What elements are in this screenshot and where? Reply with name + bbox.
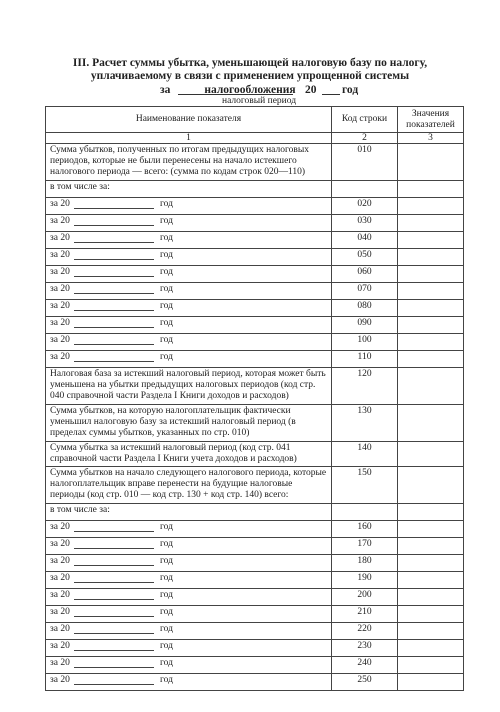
year-blank[interactable]	[74, 225, 154, 226]
table-row	[46, 368, 464, 405]
code-cell-empty	[332, 181, 398, 198]
year-row	[46, 198, 464, 215]
value-cell[interactable]	[398, 555, 464, 572]
year-blank[interactable]	[74, 582, 154, 583]
row-code: 140	[332, 442, 398, 467]
year-blank[interactable]	[74, 310, 154, 311]
value-cell[interactable]	[398, 300, 464, 317]
year-label-cell	[46, 674, 332, 691]
value-cell[interactable]	[398, 283, 464, 300]
value-cell[interactable]	[398, 504, 464, 521]
loss-table	[45, 106, 464, 691]
header-code: Код строки	[332, 107, 398, 133]
year-suffix: год	[160, 250, 173, 260]
row-code: 190	[332, 572, 398, 589]
row-code: 120	[332, 368, 398, 405]
year-prefix: за 20	[50, 233, 70, 243]
row-code: 050	[332, 249, 398, 266]
table-row	[46, 442, 464, 467]
year-label-cell	[46, 555, 332, 572]
value-cell[interactable]	[398, 232, 464, 249]
year-row	[46, 215, 464, 232]
year-row	[46, 351, 464, 368]
value-cell[interactable]	[398, 467, 464, 504]
year-blank[interactable]	[74, 259, 154, 260]
year-suffix: год	[160, 675, 173, 685]
year-blank[interactable]	[74, 276, 154, 277]
year-prefix: за 20	[50, 250, 70, 260]
year-prefix: за 20	[50, 607, 70, 617]
year-suffix: год	[160, 573, 173, 583]
year-row	[46, 334, 464, 351]
year-blank[interactable]	[74, 327, 154, 328]
section-title-line2: уплачиваемому в связи с применением упрощенной системы налогообложения	[90, 70, 410, 96]
year-label-cell	[46, 283, 332, 300]
value-cell[interactable]	[398, 572, 464, 589]
year-blank[interactable]	[74, 531, 154, 532]
value-cell[interactable]	[398, 317, 464, 334]
row-code: 130	[332, 405, 398, 442]
row-label: Налоговая база за истекший налоговый период, которая может быть уменьшена на убытки предыдущих налоговых периодов (код стр. 040 справочной части Раздела I Книги доходов и расходов)	[46, 368, 332, 405]
code-cell-empty	[332, 504, 398, 521]
year-suffix: год	[160, 539, 173, 549]
year-suffix: год	[160, 199, 173, 209]
year-blank[interactable]	[74, 344, 154, 345]
year-blank[interactable]	[74, 633, 154, 634]
year-suffix: год	[160, 267, 173, 277]
year-prefix: за 20	[50, 216, 70, 226]
year-suffix: год	[160, 590, 173, 600]
year-label-cell	[46, 198, 332, 215]
year-suffix: год	[160, 318, 173, 328]
year-suffix: год	[160, 216, 173, 226]
year-row	[46, 640, 464, 657]
period-god: год	[342, 84, 359, 96]
year-prefix: за 20	[50, 301, 70, 311]
value-cell[interactable]	[398, 144, 464, 181]
row-code: 200	[332, 589, 398, 606]
row-label: в том числе за:	[46, 181, 332, 198]
year-row	[46, 657, 464, 674]
year-suffix: год	[160, 284, 173, 294]
row-code: 080	[332, 300, 398, 317]
row-code: 020	[332, 198, 398, 215]
row-code: 110	[332, 351, 398, 368]
year-suffix: год	[160, 624, 173, 634]
row-code: 090	[332, 317, 398, 334]
year-suffix: год	[160, 658, 173, 668]
value-cell[interactable]	[398, 623, 464, 640]
row-label: Сумма убытка за истекший налоговый период (код стр. 041 справочной части Раздела I Книги учета доходов и расходов)	[46, 442, 332, 467]
header-value: Значения показателей	[398, 107, 464, 133]
year-row	[46, 555, 464, 572]
row-code: 160	[332, 521, 398, 538]
table-row	[46, 467, 464, 504]
year-label-cell	[46, 266, 332, 283]
year-prefix: за 20	[50, 522, 70, 532]
year-blank[interactable]	[74, 599, 154, 600]
year-suffix: год	[160, 352, 173, 362]
year-blank[interactable]	[74, 650, 154, 651]
year-prefix: за 20	[50, 335, 70, 345]
table-row	[46, 504, 464, 521]
year-prefix: за 20	[50, 352, 70, 362]
row-code: 170	[332, 538, 398, 555]
year-prefix: за 20	[50, 318, 70, 328]
year-blank[interactable]	[74, 208, 154, 209]
table-row	[46, 144, 464, 181]
year-row	[46, 572, 464, 589]
row-code: 230	[332, 640, 398, 657]
value-cell[interactable]	[398, 538, 464, 555]
row-code: 150	[332, 467, 398, 504]
year-label-cell	[46, 657, 332, 674]
column-number-row	[46, 133, 464, 144]
period-za: за	[160, 84, 171, 96]
year-row	[46, 538, 464, 555]
year-suffix: год	[160, 641, 173, 651]
years-a-group	[46, 198, 464, 368]
year-prefix: за 20	[50, 199, 70, 209]
col-number: 3	[398, 133, 464, 144]
value-cell[interactable]	[398, 442, 464, 467]
year-prefix: за 20	[50, 267, 70, 277]
row-label: Сумма убытков, полученных по итогам предыдущих налоговых периодов, которые не были перенесены на начало истекшего налогового периода — всего: (сумма по кодам строк 020—110)	[46, 144, 332, 181]
value-cell[interactable]	[398, 249, 464, 266]
value-cell[interactable]	[398, 405, 464, 442]
year-prefix: за 20	[50, 675, 70, 685]
year-row	[46, 521, 464, 538]
year-label-cell	[46, 351, 332, 368]
row-code: 070	[332, 283, 398, 300]
year-blank[interactable]	[74, 565, 154, 566]
year-prefix: за 20	[50, 556, 70, 566]
row-code: 210	[332, 606, 398, 623]
year-label-cell	[46, 215, 332, 232]
year-label-cell	[46, 640, 332, 657]
year-blank[interactable]	[74, 684, 154, 685]
header-name: Наименование показателя	[46, 107, 332, 133]
row-code: 040	[332, 232, 398, 249]
value-cell[interactable]	[398, 266, 464, 283]
year-row	[46, 283, 464, 300]
year-row	[46, 232, 464, 249]
value-cell[interactable]	[398, 351, 464, 368]
year-row	[46, 623, 464, 640]
year-row	[46, 266, 464, 283]
value-cell[interactable]	[398, 368, 464, 405]
year-row	[46, 249, 464, 266]
year-row	[46, 606, 464, 623]
year-prefix: за 20	[50, 658, 70, 668]
row-label: Сумма убытков, на которую налогоплательщик фактически уменьшил налоговую базу за истекший налоговый период (в пределах суммы убытков, указанных по стр. 010)	[46, 405, 332, 442]
value-cell[interactable]	[398, 606, 464, 623]
value-cell[interactable]	[398, 181, 464, 198]
period-line	[160, 83, 400, 97]
col-number: 2	[332, 133, 398, 144]
value-cell[interactable]	[398, 521, 464, 538]
table-row	[46, 181, 464, 198]
year-prefix: за 20	[50, 284, 70, 294]
year-prefix: за 20	[50, 641, 70, 651]
year-label-cell	[46, 300, 332, 317]
row-code: 030	[332, 215, 398, 232]
year-prefix: за 20	[50, 624, 70, 634]
year-label-cell	[46, 606, 332, 623]
year-row	[46, 300, 464, 317]
year-prefix: за 20	[50, 573, 70, 583]
year-blank[interactable]	[74, 548, 154, 549]
year-suffix: год	[160, 522, 173, 532]
header-row	[46, 107, 464, 133]
year-label-cell	[46, 521, 332, 538]
row-code: 010	[332, 144, 398, 181]
year-suffix: год	[160, 233, 173, 243]
year-suffix: год	[160, 335, 173, 345]
row-label: Сумма убытков на начало следующего налогового периода, которые налогоплательщик вправе перенести на будущие налоговые периоды (код стр. 010 — код стр. 130 + код стр. 140) всего:	[46, 467, 332, 504]
year-suffix: год	[160, 301, 173, 311]
year-label-cell	[46, 589, 332, 606]
year-label-cell	[46, 572, 332, 589]
value-cell[interactable]	[398, 215, 464, 232]
year-row	[46, 589, 464, 606]
year-label-cell	[46, 232, 332, 249]
year-row	[46, 674, 464, 691]
year-label-cell	[46, 538, 332, 555]
year-row	[46, 317, 464, 334]
value-cell[interactable]	[398, 198, 464, 215]
col-number: 1	[46, 133, 332, 144]
section-title-line1: III. Расчет суммы убытка, уменьшающей налоговую базу по налогу,	[72, 57, 428, 69]
year-label-cell	[46, 249, 332, 266]
value-cell[interactable]	[398, 674, 464, 691]
row-label: в том числе за:	[46, 504, 332, 521]
year-label-cell	[46, 317, 332, 334]
row-code: 100	[332, 334, 398, 351]
year-blank[interactable]	[74, 616, 154, 617]
year-blank[interactable]	[74, 667, 154, 668]
row-code: 060	[332, 266, 398, 283]
year-blank[interactable]	[74, 293, 154, 294]
year-prefix: за 20	[50, 539, 70, 549]
year-label-cell	[46, 623, 332, 640]
year-label-cell	[46, 334, 332, 351]
period-blank[interactable]	[178, 94, 293, 95]
row-code: 180	[332, 555, 398, 572]
year-blank[interactable]	[74, 242, 154, 243]
value-cell[interactable]	[398, 657, 464, 674]
period-year-prefix: 20	[305, 84, 317, 96]
table-row	[46, 405, 464, 442]
year-suffix: год	[160, 556, 173, 566]
row-code: 220	[332, 623, 398, 640]
year-prefix: за 20	[50, 590, 70, 600]
row-code: 240	[332, 657, 398, 674]
value-cell[interactable]	[398, 640, 464, 657]
year-suffix: год	[160, 607, 173, 617]
period-caption: налоговый период	[222, 96, 297, 106]
value-cell[interactable]	[398, 589, 464, 606]
period-year-blank[interactable]	[322, 94, 340, 95]
year-blank[interactable]	[74, 361, 154, 362]
row-code: 250	[332, 674, 398, 691]
value-cell[interactable]	[398, 334, 464, 351]
years-b-group	[46, 521, 464, 691]
